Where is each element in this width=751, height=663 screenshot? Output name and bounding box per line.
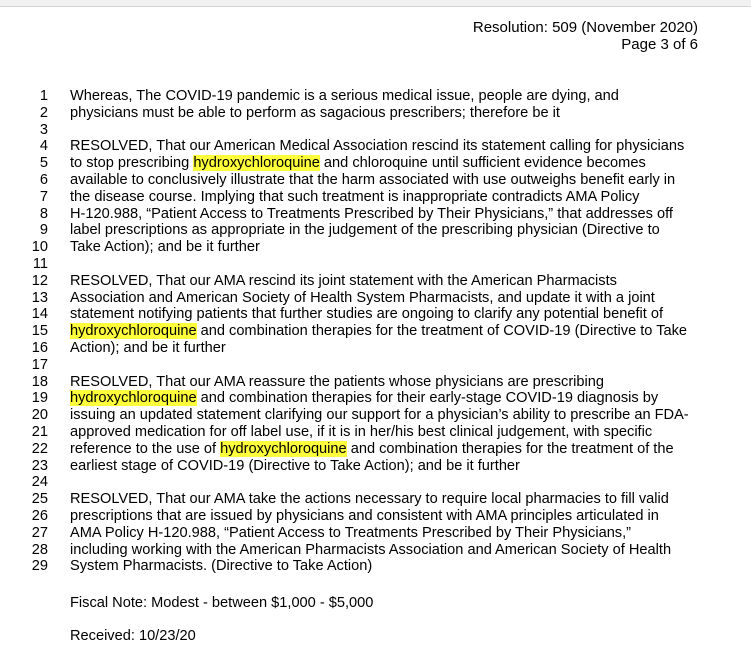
text-line <box>0 273 751 290</box>
line-number: 2 <box>39 104 48 121</box>
line-text <box>70 222 660 239</box>
text-segment: the disease course. Implying that such treatment is inappropriate contradicts AMA Policy <box>70 188 640 205</box>
text-segment: reference to the use of <box>70 440 221 457</box>
line-text <box>70 340 226 357</box>
line-text <box>70 458 520 475</box>
text-line <box>0 458 751 475</box>
text-segment: RESOLVED, That our AMA rescind its joint statement with the American Pharmacists <box>70 272 617 289</box>
line-text <box>70 323 687 340</box>
resolution-number: Resolution: 509 (November 2020) <box>472 19 698 36</box>
text-segment: earliest stage of COVID-19 (Directive to Take Action); and be it further <box>70 457 520 474</box>
text-line <box>0 542 751 559</box>
text-line <box>0 491 751 508</box>
text-line <box>0 206 751 223</box>
line-text <box>70 558 372 575</box>
fiscal-note: Fiscal Note: Modest - between $1,000 - $5,000 <box>70 595 374 611</box>
text-segment: RESOLVED, That our AMA take the actions necessary to require local pharmacies to fill valid <box>70 491 669 508</box>
text-line <box>0 323 751 340</box>
text-segment: physicians must be able to perform as sagacious prescribers; therefore be it <box>70 104 560 121</box>
line-text <box>70 542 671 559</box>
line-number: 22 <box>31 440 48 457</box>
line-number: 23 <box>31 457 48 474</box>
text-segment: approved medication for off label use, if it is in her/his best clinical judgement, with specific <box>70 423 653 440</box>
text-segment: Take Action); and be it further <box>70 239 260 256</box>
line-number: 28 <box>31 541 48 558</box>
text-segment: issuing an updated statement clarifying our support for a physician’s ability to prescribe an FDA- <box>70 407 689 424</box>
text-line <box>0 474 751 491</box>
text-segment: AMA Policy H-120.988, “Patient Access to Treatments Prescribed by Their Physicians,” <box>70 524 632 541</box>
highlighted-term: hydroxychloroquine <box>70 390 197 407</box>
text-segment: and combination therapies for the treatment of the <box>346 440 674 457</box>
line-text <box>70 390 658 407</box>
text-line <box>0 105 751 122</box>
line-number: 4 <box>39 138 48 155</box>
text-line <box>0 441 751 458</box>
line-number: 21 <box>31 423 48 440</box>
text-segment: H-120.988, “Patient Access to Treatments Prescribed by Their Physicians,” that addresses off <box>70 205 673 222</box>
line-number: 27 <box>31 524 48 541</box>
text-line <box>0 189 751 206</box>
line-text <box>70 424 652 441</box>
line-text <box>70 407 689 424</box>
text-line <box>0 239 751 256</box>
line-number: 5 <box>39 155 48 172</box>
highlighted-term: hydroxychloroquine <box>220 440 347 457</box>
document-header <box>473 19 698 53</box>
text-line <box>0 407 751 424</box>
text-line <box>0 390 751 407</box>
text-line <box>0 122 751 139</box>
numbered-body-text <box>0 88 751 575</box>
text-line <box>0 508 751 525</box>
text-segment: Action); and be it further <box>70 339 226 356</box>
line-number: 24 <box>31 474 48 491</box>
line-text <box>70 155 646 172</box>
line-number: 25 <box>31 491 48 508</box>
line-number: 26 <box>31 507 48 524</box>
line-text <box>70 88 619 105</box>
line-number: 13 <box>31 289 48 306</box>
line-text <box>70 138 684 155</box>
top-window-edge <box>0 0 751 7</box>
line-number: 17 <box>31 356 48 373</box>
line-number: 11 <box>32 255 48 272</box>
line-number: 10 <box>31 239 48 256</box>
line-number: 20 <box>31 407 48 424</box>
line-number: 14 <box>31 306 48 323</box>
line-number: 3 <box>39 121 48 138</box>
text-segment: prescriptions that are issued by physicians and consistent with AMA principles articulated in <box>70 507 659 524</box>
line-number: 29 <box>31 558 48 575</box>
line-text <box>70 273 617 290</box>
line-text <box>70 374 604 391</box>
text-line <box>0 256 751 273</box>
text-line <box>0 340 751 357</box>
line-number: 16 <box>31 339 48 356</box>
text-line <box>0 88 751 105</box>
line-text <box>70 105 560 122</box>
line-number: 7 <box>39 188 48 205</box>
text-line <box>0 424 751 441</box>
text-line <box>0 172 751 189</box>
text-line <box>0 138 751 155</box>
text-line <box>0 357 751 374</box>
line-text <box>70 508 659 525</box>
highlighted-term: hydroxychloroquine <box>193 155 320 172</box>
text-segment: to stop prescribing <box>70 155 194 172</box>
text-segment: and chloroquine until sufficient evidence becomes <box>319 155 646 172</box>
highlighted-term: hydroxychloroquine <box>70 323 197 340</box>
line-number: 15 <box>31 323 48 340</box>
line-text <box>70 290 655 307</box>
line-text <box>70 189 639 206</box>
text-segment: System Pharmacists. (Directive to Take Action) <box>70 558 373 575</box>
text-segment: RESOLVED, That our AMA reassure the patients whose physicians are prescribing <box>70 373 605 390</box>
text-line <box>0 222 751 239</box>
line-text <box>70 172 675 189</box>
line-text <box>70 491 669 508</box>
text-line <box>0 155 751 172</box>
text-segment: label prescriptions as appropriate in the judgement of the prescribing physician (Directive to <box>70 222 660 239</box>
line-number: 9 <box>39 222 48 239</box>
text-line <box>0 525 751 542</box>
line-number: 6 <box>39 171 48 188</box>
text-segment: Whereas, The COVID-19 pandemic is a serious medical issue, people are dying, and <box>70 88 619 104</box>
line-text <box>70 239 260 256</box>
text-line <box>0 290 751 307</box>
line-number: 19 <box>31 390 48 407</box>
text-segment: available to conclusively illustrate that the harm associated with use outweighs benefit early in <box>70 171 676 188</box>
page-number: Page 3 of 6 <box>621 36 698 53</box>
text-line <box>0 558 751 575</box>
line-text <box>70 525 631 542</box>
line-text <box>70 441 674 458</box>
text-segment: and combination therapies for their early-stage COVID-19 diagnosis by <box>196 390 659 407</box>
line-number: 12 <box>31 272 48 289</box>
text-segment: including working with the American Pharmacists Association and American Society of Health <box>70 541 672 558</box>
text-segment: statement notifying patients that further studies are ongoing to clarify any potential benefit of <box>70 306 664 323</box>
text-segment: RESOLVED, That our American Medical Association rescind its statement calling for physicians <box>70 138 685 155</box>
text-line <box>0 374 751 391</box>
line-text <box>70 206 673 223</box>
line-number: 8 <box>39 205 48 222</box>
text-line <box>0 306 751 323</box>
line-text <box>70 306 663 323</box>
text-segment: Association and American Society of Health System Pharmacists, and update it with a joint <box>70 289 655 306</box>
line-number: 18 <box>31 373 48 390</box>
text-segment: and combination therapies for the treatment of COVID-19 (Directive to Take <box>196 323 688 340</box>
line-number: 1 <box>39 88 48 104</box>
received-date: Received: 10/23/20 <box>70 628 196 644</box>
